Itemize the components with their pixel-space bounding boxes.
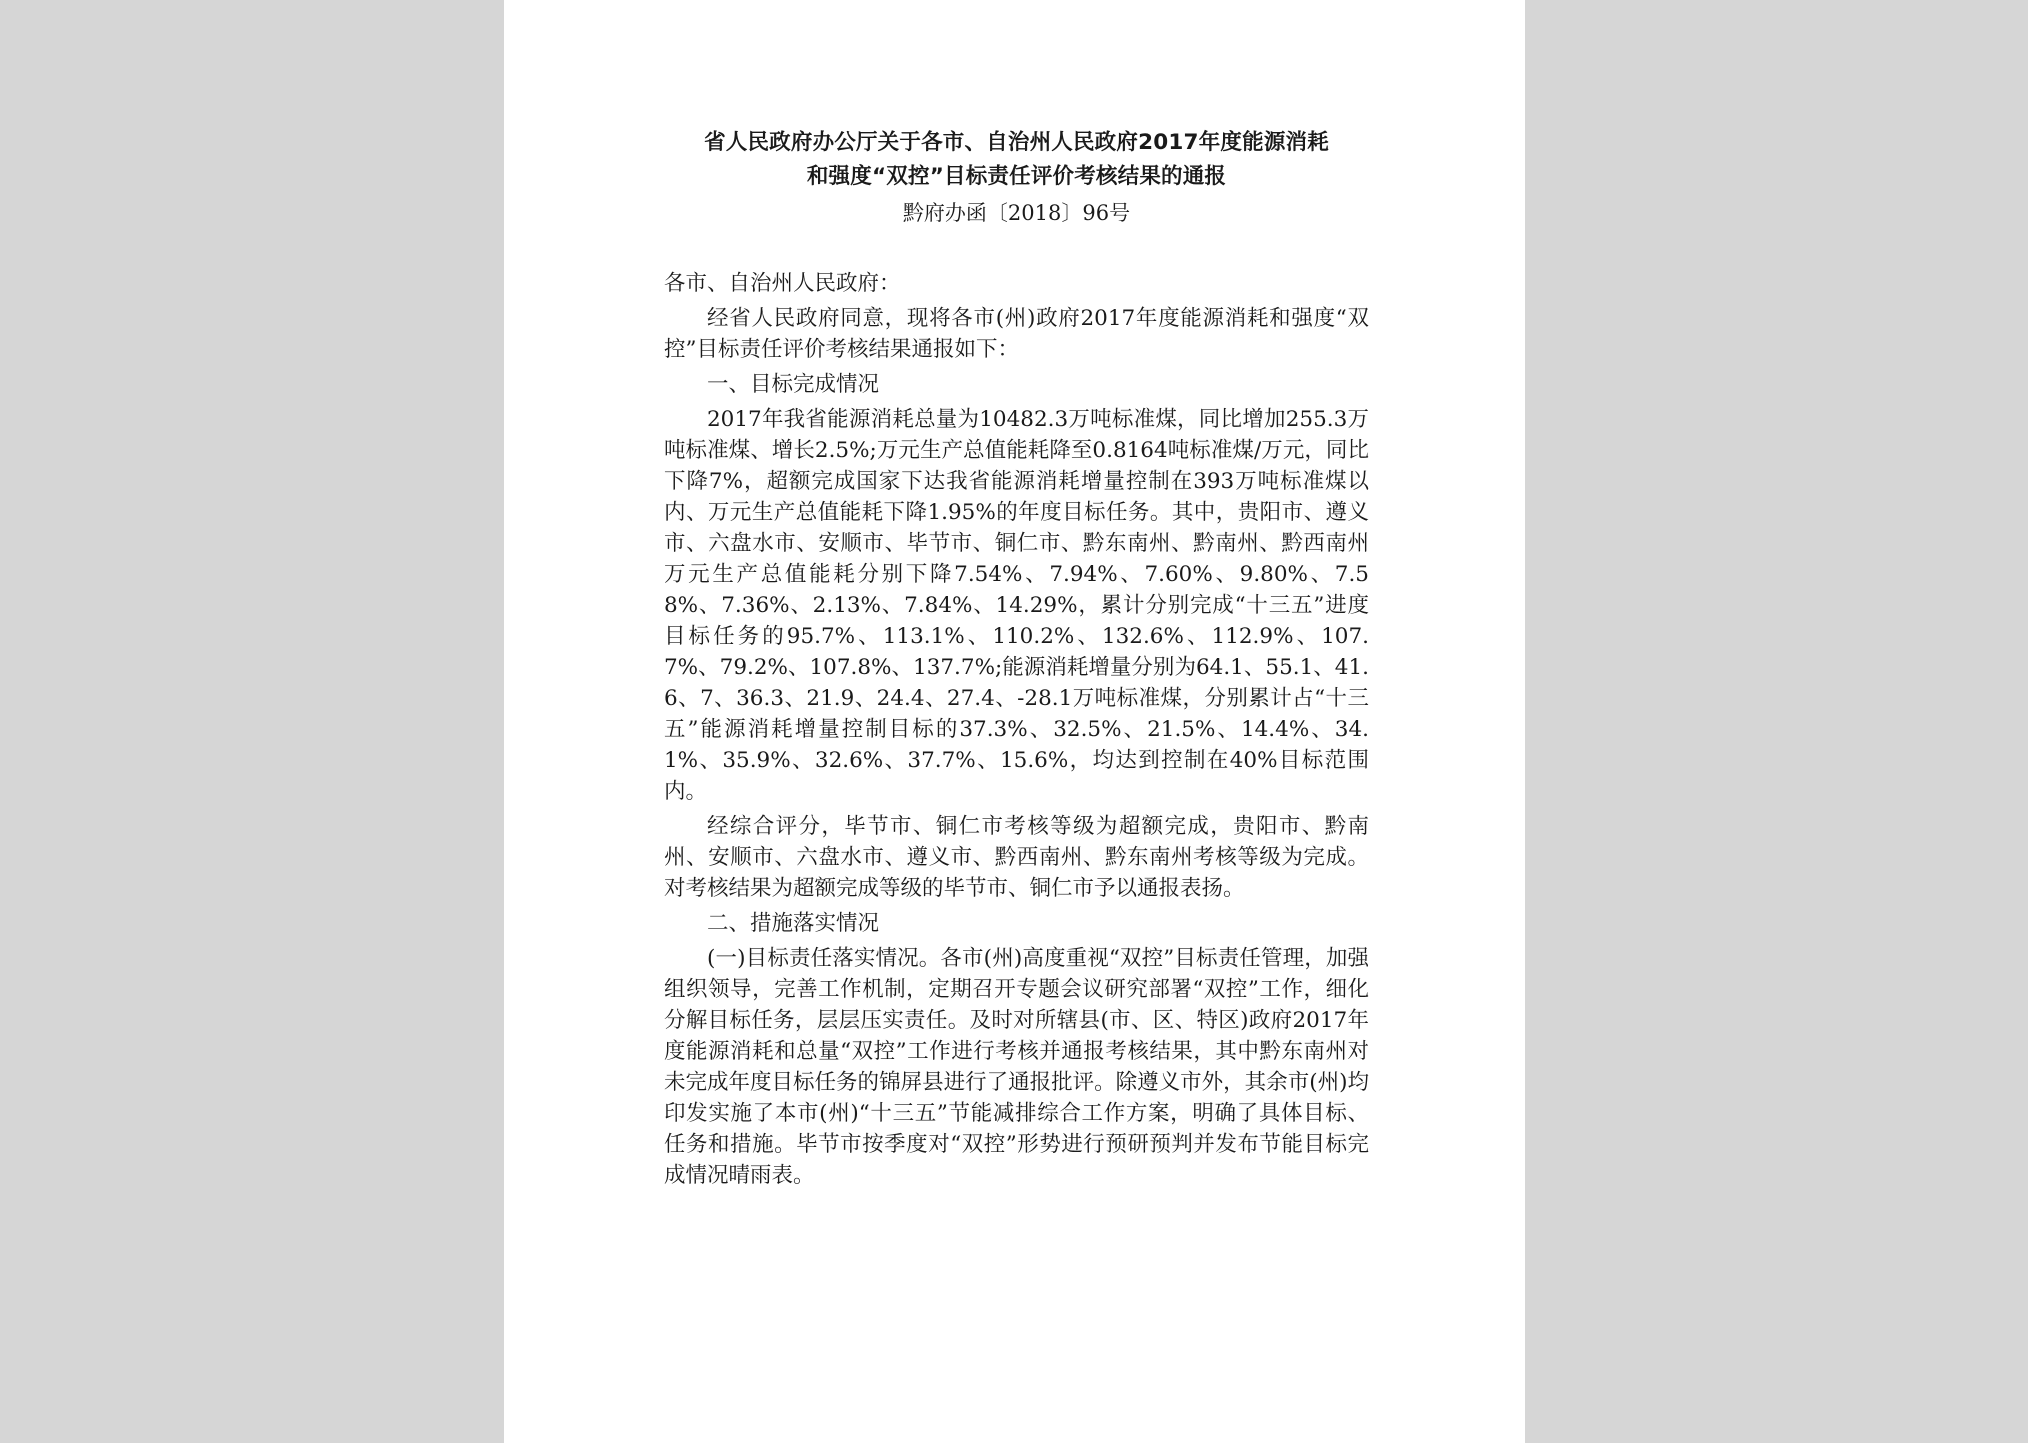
section-2-heading: 二、措施落实情况	[707, 911, 880, 936]
intro-paragraph: 经省人民政府同意，现将各市(州)政府2017年度能源消耗和强度“双控”目标责任评价考核结果通报如下：	[664, 306, 1369, 362]
document-number: 黔府办函〔2018〕96号	[902, 201, 1131, 225]
section-1-paragraph-2: 经综合评分，毕节市、铜仁市考核等级为超额完成，贵阳市、黔南州、安顺市、六盘水市、遵义市、黔西南州、黔东南州考核等级为完成。对考核结果为超额完成等级的毕节市、铜仁市予以通报表扬。	[664, 814, 1369, 901]
title-line-1: 省人民政府办公厅关于各市、自治州人民政府2017年度能源消耗	[704, 130, 1329, 155]
document-page	[504, 0, 1525, 1443]
addressee: 各市、自治州人民政府：	[664, 271, 901, 296]
title-line-2: 和强度“双控”目标责任评价考核结果的通报	[806, 164, 1227, 189]
section-1-paragraph-1: 2017年我省能源消耗总量为10482.3万吨标准煤，同比增加255.3万吨标准煤、增长2.5%;万元生产总值能耗降至0.8164吨标准煤/万元，同比下降7%，超额完成国家下达我省能源消耗增量控制在393万吨标准煤以内、万元生产总值能耗下降1.95%的年度目标任务。其中，贵阳市、遵义市、六盘水市、安顺市、毕节市、铜仁市、黔东南州、黔南州、黔西南州万元生产总值能耗分别下降7.54%、7.94%、7.60%、9.80%、7.58%、7.36%、2.13%、7.84%、14.29%，累计分别完成“十三五”进度目标任务的95.7%、113.1%、110.2%、132.6%、112.9%、107.7%、79.2%、107.8%、137.7%;能源消耗增量分别为64.1、55.1、41.6、7、36.3、21.9、24.4、27.4、-28.1万吨标准煤，分别累计占“十三五”能源消耗增量控制目标的37.3%、32.5%、21.5%、14.4%、34.1%、35.9%、32.6%、37.7%、15.6%，均达到控制在40%目标范围内。	[664, 407, 1369, 804]
document-title	[664, 126, 1369, 194]
section-1-heading: 一、目标完成情况	[707, 372, 880, 397]
section-2-paragraph-1: (一)目标责任落实情况。各市(州)高度重视“双控”目标责任管理，加强组织领导，完善工作机制，定期召开专题会议研究部署“双控”工作，细化分解目标任务，层层压实责任。及时对所辖县(市、区、特区)政府2017年度能源消耗和总量“双控”工作进行考核并通报考核结果，其中黔东南州对未完成年度目标任务的锦屏县进行了通报批评。除遵义市外，其余市(州)均印发实施了本市(州)“十三五”节能减排综合工作方案，明确了具体目标、任务和措施。毕节市按季度对“双控”形势进行预研预判并发布节能目标完成情况晴雨表。	[664, 946, 1369, 1188]
document-content	[664, 126, 1369, 1191]
